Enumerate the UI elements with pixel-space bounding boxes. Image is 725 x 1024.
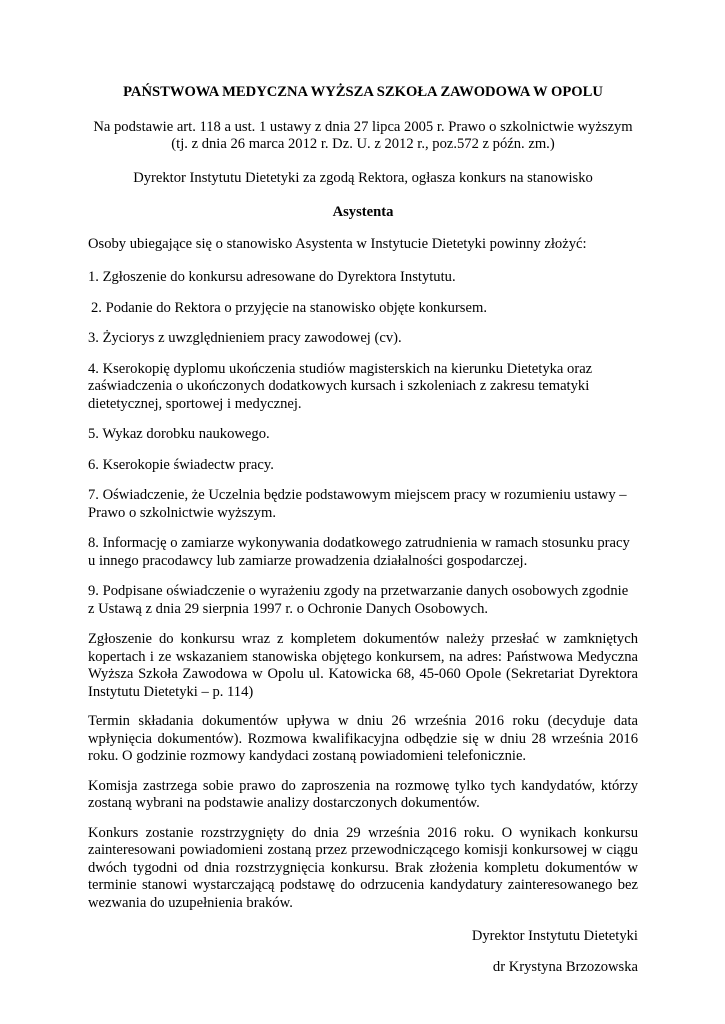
signature-title: Dyrektor Instytutu Dietetyki (471, 928, 638, 944)
deadline-paragraph: Termin składania dokumentów upływa w dniu 26 września 2016 roku (decyduje data wpłynięcia dokumentów). Rozmowa kwalifikacyjna odbędzie się w dniu 28 września 2016 roku. O godzinie rozmowy kandydaci zostaną powiadomieni telefonicznie. (88, 713, 638, 764)
requirement-item-3: 3. Życiorys z uwzględnieniem pracy zawodowej (cv). (88, 330, 402, 346)
requirement-item-6: 6. Kserokopie świadectw pracy. (88, 456, 274, 473)
requirement-item-7: 7. Oświadczenie, że Uczelnia będzie podstawowym miejscem pracy w rozumieniu ustawy – Prawo o szkolnictwie wyższym. (88, 487, 627, 521)
requirement-item-1: 1. Zgłoszenie do konkursu adresowane do Dyrektora Instytutu. (88, 269, 456, 285)
requirement-item-9: 9. Podpisane oświadczenie o wyrażeniu zgody na przetwarzanie danych osobowych zgodnie z Ustawą z dnia 29 sierpnia 1997 r. o Ochronie Danych Osobowych. (88, 583, 629, 617)
resolution-paragraph: Konkurs zostanie rozstrzygnięty do dnia 29 września 2016 roku. O wynikach konkursu zainteresowani powiadomieni zostaną przez przewodniczącego komisji konkursowej w ciągu dwóch tygodni od dnia rozstrzygnięcia konkursu. Brak złożenia kompletu dokumentów w terminie stanowi wystarczającą podstawę do odrzucenia kandydatury zainteresowanego bez wezwania do uzupełnienia braków. (88, 824, 638, 911)
requirements-list (88, 269, 638, 618)
document-page (88, 84, 638, 976)
legal-basis-line-2: (tj. z dnia 26 marca 2012 r. Dz. U. z 2012 r., poz.572 z późn. zm.) (171, 136, 555, 152)
legal-basis-line-1: Na podstawie art. 118 a ust. 1 ustawy z dnia 27 lipca 2005 r. Prawo o szkolnictwie wyższym (93, 118, 633, 135)
requirement-item-5: 5. Wykaz dorobku naukowego. (88, 426, 270, 442)
position-title: Asystenta (332, 204, 394, 220)
requirements-intro: Osoby ubiegające się o stanowisko Asystenta w Instytucie Dietetyki powinny złożyć: (88, 235, 587, 252)
institution-title: PAŃSTWOWA MEDYCZNA WYŻSZA SZKOŁA ZAWODOWA W OPOLU (123, 84, 603, 100)
requirement-item-2: 2. Podanie do Rektora o przyjęcie na stanowisko objęte konkursem. (91, 299, 487, 316)
signature-block (88, 928, 638, 976)
signature-name: dr Krystyna Brzozowska (492, 958, 638, 975)
announcement: Dyrektor Instytutu Dietetyki za zgodą Rektora, ogłasza konkurs na stanowisko (133, 169, 593, 186)
legal-basis (88, 119, 638, 154)
submission-paragraph: Zgłoszenie do konkursu wraz z kompletem dokumentów należy przesłać w zamkniętych kopertach i ze wskazaniem stanowiska objętego konkursem, na adres: Państwowa Medyczna Wyższa Szkoła Zawodowa w Opolu ul. Katowicka 68, 45-060 Opole (Sekretariat Dyrektora Instytutu Dietetyki – p. 114) (88, 631, 638, 700)
requirement-item-4: 4. Kserokopię dyplomu ukończenia studiów magisterskich na kierunku Dietetyka oraz zaświadczenia o ukończonych dodatkowych kursach i szkoleniach z zakresu tematyki dietetycznej, sportowej i medycznej. (88, 360, 593, 412)
commission-paragraph: Komisja zastrzega sobie prawo do zaproszenia na rozmowę tylko tych kandydatów, którzy zostaną wybrani na podstawie analizy dostarczonych dokumentów. (88, 777, 638, 811)
requirement-item-8: 8. Informację o zamiarze wykonywania dodatkowego zatrudnienia w ramach stosunku pracy u innego pracodawcy lub zamiarze prowadzenia działalności gospodarczej. (88, 535, 630, 569)
